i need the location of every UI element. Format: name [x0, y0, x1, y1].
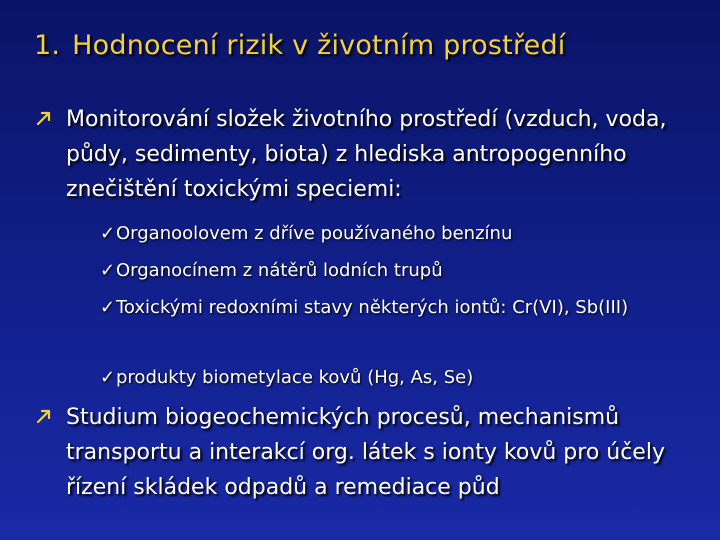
check-icon: ✓	[100, 367, 116, 388]
arrow-icon	[34, 406, 54, 426]
bullet-biogeochemical-text: Studium biogeochemických procesů, mechanismů transportu a interakcí org. látek s ionty kovů pro účely řízení skládek odpadů a remediace půd	[66, 405, 665, 500]
arrow-icon	[34, 108, 54, 128]
slide-title	[34, 30, 566, 61]
check-icon: ✓	[100, 260, 116, 281]
check-icon: ✓	[100, 297, 116, 318]
subitem-text: produkty biometylace kovů (Hg, As, Se)	[116, 367, 474, 388]
bullet-monitoring	[34, 102, 704, 207]
title-number: 1.	[34, 30, 61, 61]
subitem-biomethylation	[100, 364, 700, 392]
check-icon: ✓	[100, 223, 116, 244]
subitem-text: Organoolovem z dříve používaného benzínu	[116, 223, 513, 244]
subitem-text: Organocínem z nátěrů lodních trupů	[116, 260, 443, 281]
title-text: Hodnocení rizik v životním prostředí	[72, 30, 566, 61]
bullet-monitoring-text: Monitorování složek životního prostředí (vzduch, voda, půdy, sedimenty, biota) z hlediska antropogenního znečištění toxickými speciemi:	[66, 107, 667, 202]
subitem-redox	[100, 294, 700, 322]
subitem-organotin	[100, 257, 700, 285]
subitem-organolead	[100, 220, 700, 248]
subitem-text: Toxickými redoxními stavy některých iontů: Cr(VI), Sb(III)	[116, 297, 629, 318]
bullet-biogeochemical	[34, 400, 704, 505]
